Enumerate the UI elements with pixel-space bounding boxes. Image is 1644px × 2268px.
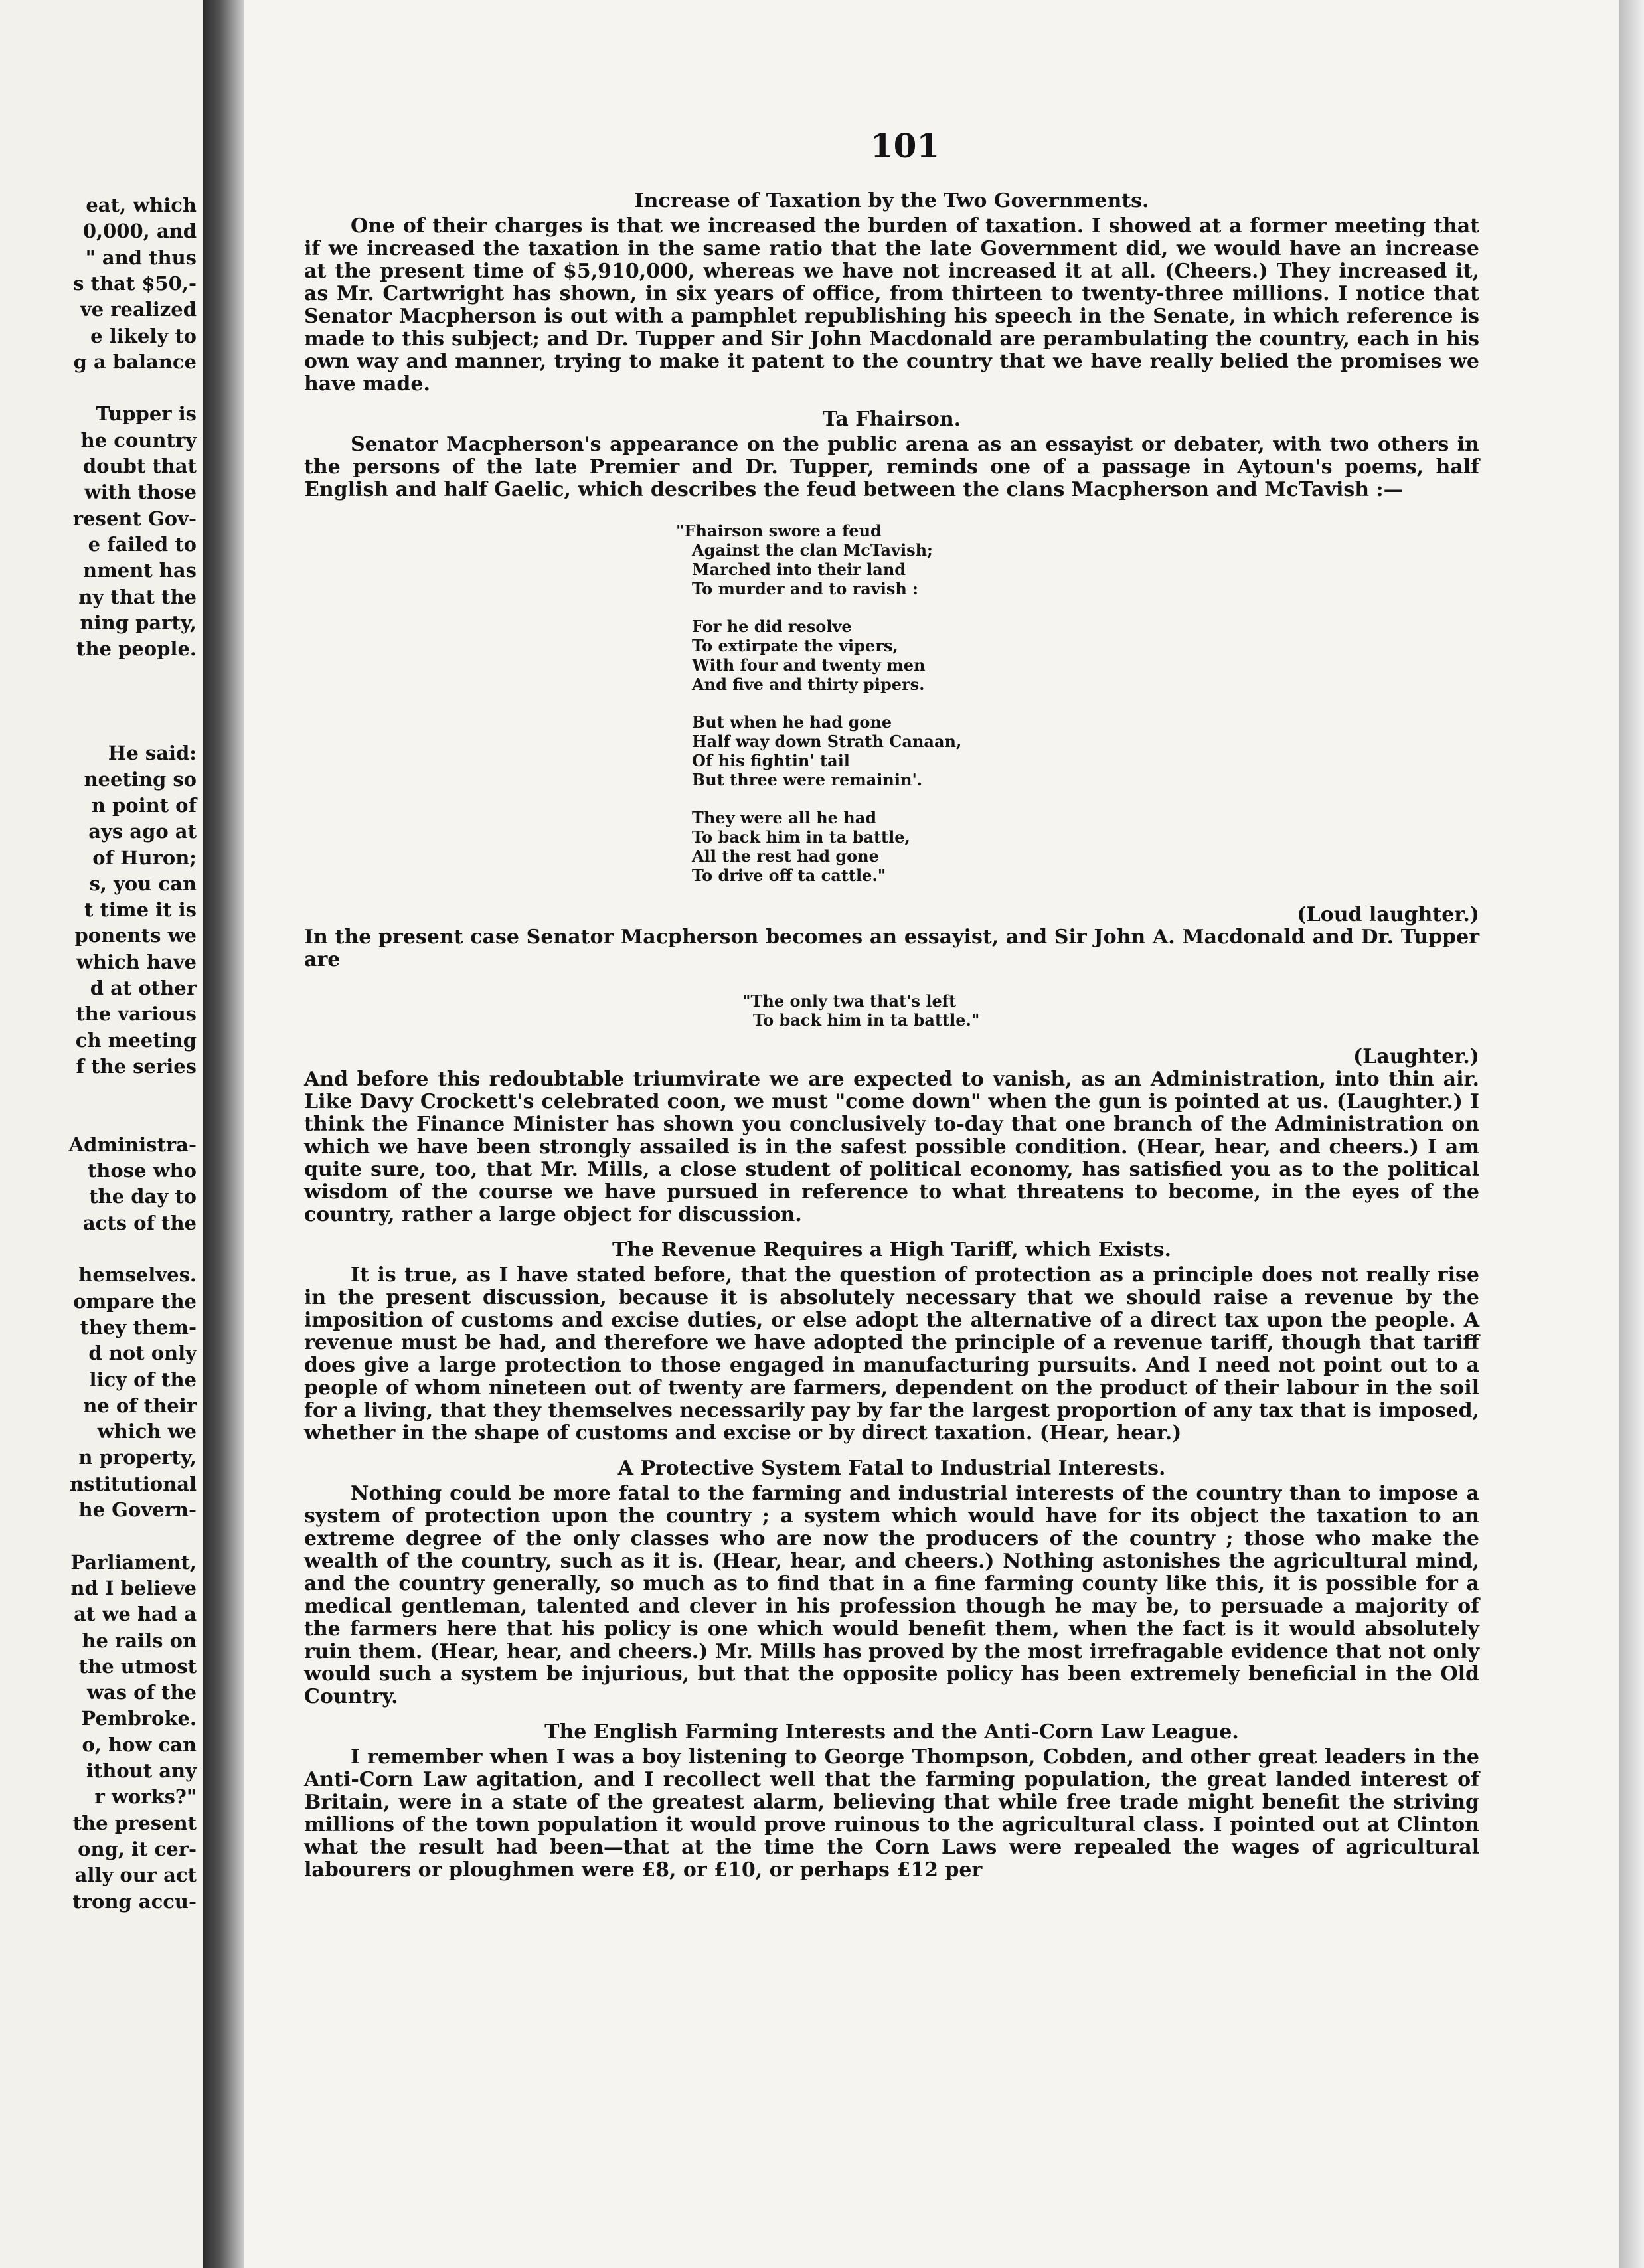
left-page-line: eat, which <box>86 194 197 216</box>
left-page-line: they them- <box>80 1315 197 1338</box>
left-page-line: which have <box>76 950 197 973</box>
left-page-line: the various <box>76 1003 197 1026</box>
left-page-line: 0,000, and <box>82 220 197 243</box>
left-page-line: of Huron; <box>92 846 197 869</box>
left-page-line: he rails on <box>82 1629 197 1652</box>
left-page-line: d at other <box>90 977 197 999</box>
left-page-line: acts of the <box>82 1211 197 1234</box>
poem-line: They were all he had <box>692 808 877 827</box>
poem-line: But when he had gone <box>692 712 892 732</box>
section-heading-protective-system: A Protective System Fatal to Industrial Interests. <box>617 1457 1166 1480</box>
poem <box>676 521 1479 885</box>
left-page-line: doubt that <box>82 455 197 477</box>
left-page-line: neeting so <box>84 768 197 791</box>
adjacent-page-fragment <box>0 0 203 2268</box>
poem-stanza <box>676 712 1479 789</box>
poem-line: Of his fightin' tail <box>692 751 850 770</box>
paragraph-revenue: It is true, as I have stated before, that the question of protection as a principle does not really rise in the present discussion, because it is absolutely necessary that we should raise a revenue by the imposition of customs and excise duties, or else adopt the alternative of a direct tax upon the people. A revenue must be had, and therefore we have adopted the principle of a revenue tariff, though that tariff does give a large protection to those engaged in manufacturing pursuits. And I need not point out to a people of whom nineteen out of twenty are farmers, dependent on the product of their labour in the soil for a living, that they themselves necessarily pay by far the largest proportion of any tax that is imposed, whether in the shape of customs and excise or by direct taxation. (Hear, hear.) <box>304 1263 1479 1445</box>
page-edge <box>1619 0 1644 2268</box>
left-page-line: ny that the <box>78 585 197 608</box>
section-heading-anti-corn-law: The English Farming Interests and the Anti-Corn Law League. <box>544 1720 1239 1743</box>
left-page-line: which we <box>97 1420 197 1443</box>
left-page-line: g a balance <box>73 350 197 373</box>
left-page-line: ning party, <box>80 611 197 634</box>
left-page-line: at we had a <box>74 1603 197 1626</box>
poem-line: To drive off ta cattle." <box>692 866 886 885</box>
left-page-line: ve realized <box>80 298 197 321</box>
poem-line: "Fhairson swore a feud <box>676 521 882 540</box>
left-page-line: t time it is <box>84 898 197 922</box>
left-page-line: those who <box>87 1159 197 1182</box>
left-page-line: Pembroke. <box>81 1707 197 1730</box>
left-page-line: n point of <box>91 793 197 817</box>
left-page-line: nstitutional <box>70 1472 197 1495</box>
poem-line: And five and thirty pipers. <box>692 675 925 694</box>
left-page-line: r works?" <box>94 1785 197 1809</box>
poem-line: But three were remainin'. <box>692 770 923 789</box>
poem-line: Half way down Strath Canaan, <box>692 732 962 751</box>
left-page-line: ally our act <box>74 1864 197 1887</box>
left-page-line: the present <box>72 1811 197 1834</box>
audience-reaction: (Loud laughter.) <box>1297 903 1479 926</box>
left-page-line: f the series <box>76 1054 197 1078</box>
paragraph-anti-corn-law: I remember when I was a boy listening to George Thompson, Cobden, and other great leaders in the Anti-Corn Law agitation, and I recollect well that the farming population, the great landed interest of Britain, were in a state of the greatest alarm, believing that while free trade might benefit the striving millions of the town population it would prove ruinous to the agricultural class. I pointed out at Clinton what the result had been—that at the time the Corn Laws were repealed the wages of agricultural labourers or ploughmen were £8, or £10, or perhaps £12 per <box>304 1745 1479 1882</box>
left-page-line: " and thus <box>85 246 197 269</box>
left-page-line: the people. <box>76 637 197 661</box>
poem-line: All the rest had gone <box>692 847 879 866</box>
paragraph-protective-system: Nothing could be more fatal to the farming and industrial interests of the country than to impose a system of protection upon the country ; a system which would have for its object the taxation to an extreme degree of the only classes who are now the producers of the country ; those who make the wealth of the country, such as it is. (Hear, hear, and cheers.) Nothing astonishes the agricultural mind, and the country generally, so much as to find that in a fine farming county like this, it is possible for a medical gentleman, talented and clever in his profession though he may be, to persuade a majority of the farmers here that his policy is one which would benefit them, when the fact is it would absolutely ruin them. (Hear, hear, and cheers.) Mr. Mills has proved by the most irrefragable evidence that not only would such a system be injurious, but that the opposite policy has been extremely beneficial in the Old Country. <box>304 1482 1479 1708</box>
left-page-line: n property, <box>78 1446 197 1469</box>
left-page-line: s, you can <box>89 872 197 895</box>
left-page-line: the day to <box>89 1185 197 1208</box>
left-page-line: s that $50,- <box>73 272 197 295</box>
poem-line: With four and twenty men <box>692 655 926 675</box>
left-page-line: e failed to <box>88 532 197 556</box>
left-page-line: he Govern- <box>78 1498 197 1521</box>
poem-stanza <box>676 521 1479 598</box>
poem-line: For he did resolve <box>692 617 852 636</box>
quote-line: To back him in ta battle." <box>753 1011 980 1030</box>
document-page <box>244 0 1619 2268</box>
left-page-line: d not only <box>88 1342 197 1365</box>
left-page-line: ithout any <box>86 1759 197 1782</box>
section-heading-revenue: The Revenue Requires a High Tariff, which Exists. <box>612 1238 1172 1261</box>
left-page-line: with those <box>84 481 197 504</box>
left-page-line: ne of their <box>83 1394 197 1417</box>
paragraph-essayist: In the present case Senator Macpherson becomes an essayist, and Sir John A. Macdonald and Dr. Tupper are <box>304 926 1479 971</box>
section-heading-fhairson: Ta Fhairson. <box>822 408 961 431</box>
left-page-line: trong accu- <box>72 1890 197 1913</box>
poem-line: To back him in ta battle, <box>692 827 910 847</box>
left-page-line: he country <box>80 428 197 451</box>
paragraph-fhairson: Senator Macpherson's appearance on the public arena as an essayist or debater, with two others in the persons of the late Premier and Dr. Tupper, reminds one of a passage in Aytoun's poems, half English and half Gaelic, which describes the feud between the clans Macpherson and McTavish :— <box>304 433 1479 501</box>
left-page-line: ays ago at <box>88 820 197 843</box>
book-gutter <box>203 0 244 2268</box>
page-content <box>304 126 1479 1894</box>
left-page-line: ompare the <box>73 1289 197 1313</box>
paragraph-taxation: One of their charges is that we increased the burden of taxation. I showed at a former meeting that if we increased the taxation in the same ratio that the late Government did, we would have an increase at the present time of $5,910,000, whereas we have not increased it at all. (Cheers.) They increased it, as Mr. Cartwright has shown, in six years of office, from thirteen to twenty-three millions. I notice that Senator Macpherson is out with a pamphlet republishing his speech in the Senate, in which reference is made to this subject; and Dr. Tupper and Sir John Macdonald are perambulating the country, each in his own way and manner, trying to make it patent to the country that we have really belied the promises we have made. <box>304 214 1479 396</box>
poem-stanza <box>676 617 1479 694</box>
left-page-line: He said: <box>108 742 197 765</box>
poem-line: Against the clan McTavish; <box>692 540 933 560</box>
left-page-line: o, how can <box>82 1733 197 1756</box>
audience-reaction: (Laughter.) <box>1353 1045 1479 1068</box>
left-page-line: e likely to <box>90 324 197 347</box>
left-page-line: nd I believe <box>70 1576 197 1599</box>
left-page-line: nment has <box>83 559 197 582</box>
left-page-line: licy of the <box>89 1368 197 1391</box>
page-number: 101 <box>870 126 940 165</box>
left-page-line: the utmost <box>78 1655 197 1678</box>
section-heading-taxation: Increase of Taxation by the Two Governments. <box>634 189 1149 212</box>
left-page-line: Tupper is <box>96 402 197 426</box>
left-page-line: ch meeting <box>75 1028 197 1052</box>
short-quote <box>742 991 1479 1030</box>
left-page-line: ponents we <box>74 924 197 947</box>
poem-stanza <box>676 808 1479 885</box>
left-page-line: Parliament, <box>70 1550 197 1574</box>
poem-line: To extirpate the vipers, <box>692 636 898 655</box>
left-page-line: Administra- <box>68 1133 197 1156</box>
left-page-line: was of the <box>86 1681 197 1704</box>
poem-line: To murder and to ravish : <box>692 579 919 598</box>
left-page-line: resent Gov- <box>72 507 197 530</box>
paragraph-triumvirate: And before this redoubtable triumvirate we are expected to vanish, as an Administration, into thin air. Like Davy Crockett's celebrated coon, we must "come down" when the gun is pointed at us. (Laughter.) I think the Finance Minister has shown you conclusively to-day that one branch of the Administration on which we have been strongly assailed is in the safest possible condition. (Hear, hear, and cheers.) I am quite sure, too, that Mr. Mills, a close student of political economy, has satisfied you as to the political wisdom of the course we have pursued in reference to what threatens to become, in the eyes of the country, rather a large object for discussion. <box>304 1068 1479 1226</box>
left-page-line: ong, it cer- <box>78 1837 197 1860</box>
left-page-line: hemselves. <box>78 1263 197 1287</box>
quote-line: "The only twa that's left <box>742 991 957 1011</box>
poem-line: Marched into their land <box>692 560 906 579</box>
